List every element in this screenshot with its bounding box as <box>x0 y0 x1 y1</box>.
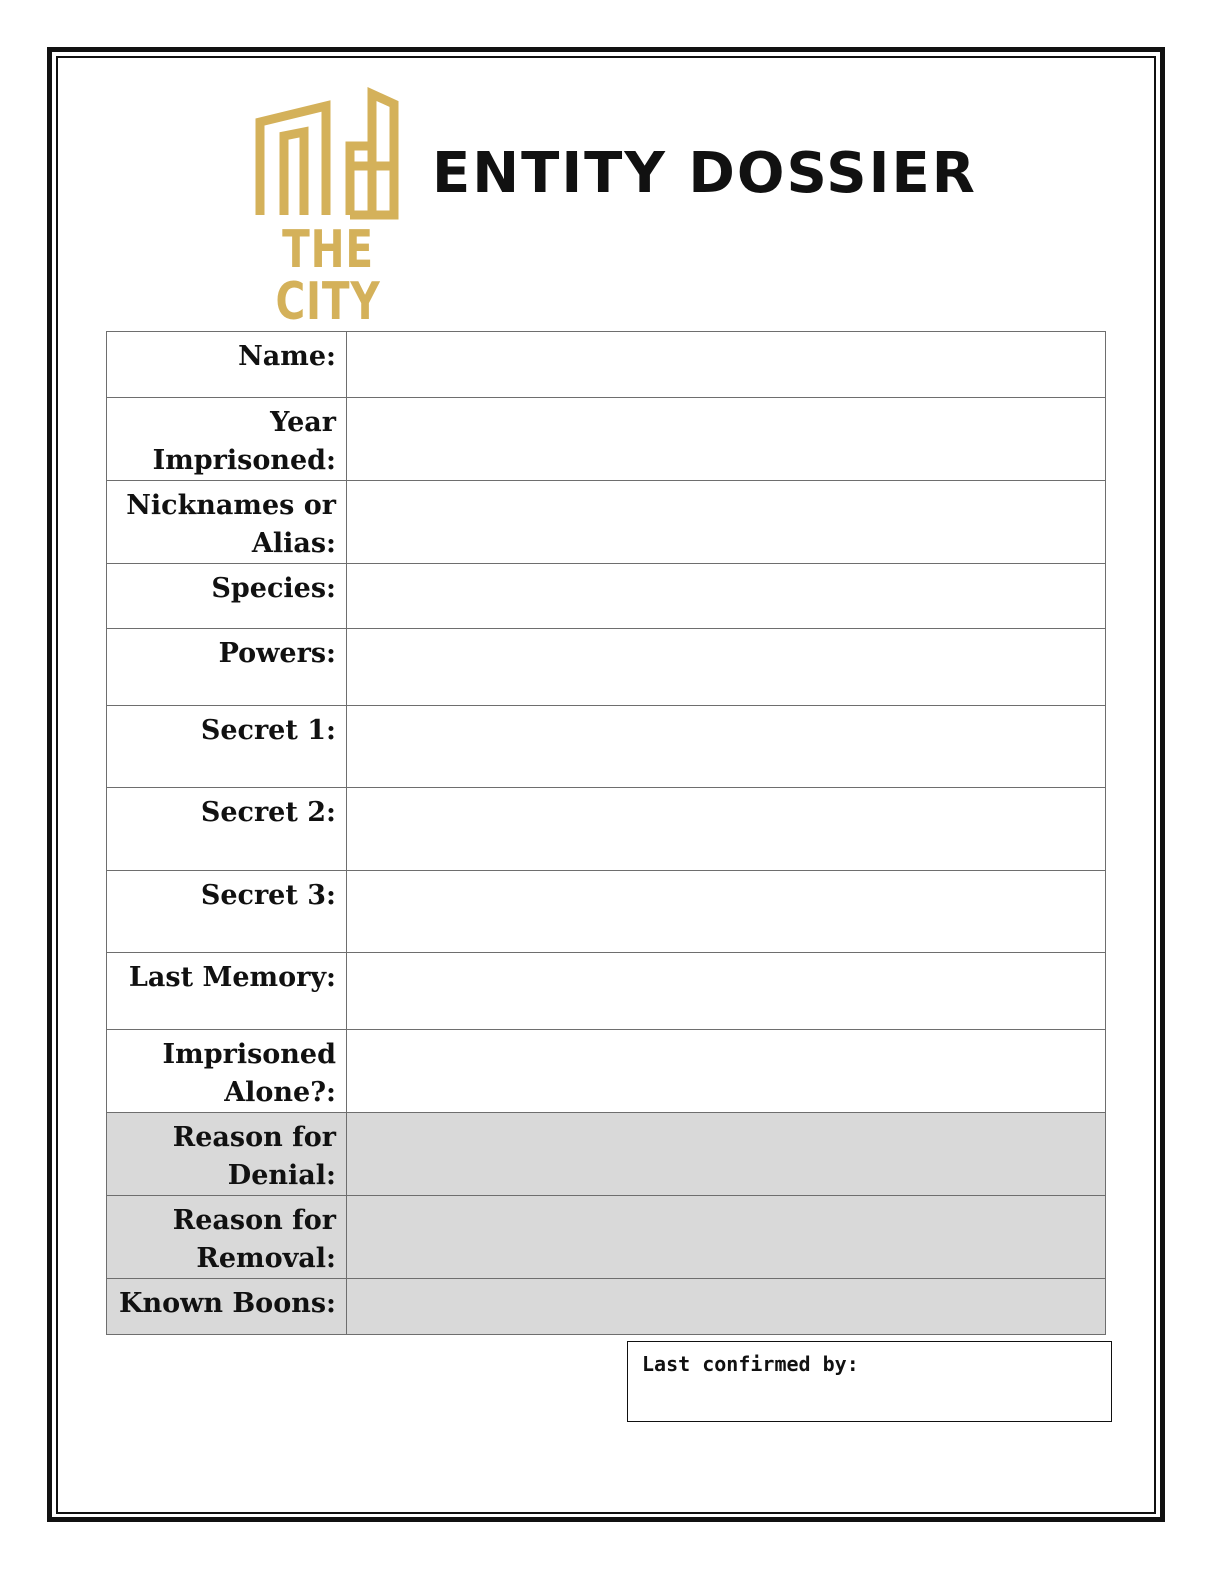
form-row-imprisoned-alone <box>107 1030 1106 1113</box>
imprisoned-alone-field[interactable] <box>347 1030 1106 1113</box>
nicknames-field[interactable] <box>347 481 1106 564</box>
last-memory-field[interactable] <box>347 953 1106 1030</box>
form-row-species <box>107 564 1106 629</box>
row-label: Nicknames or Alias: <box>107 481 347 564</box>
logo-wordmark: THE CITY <box>275 220 381 332</box>
secret-1-field[interactable] <box>347 706 1106 788</box>
row-label: Last Memory: <box>107 953 347 1030</box>
form-row-secret-2 <box>107 788 1106 871</box>
row-label: Imprisoned Alone?: <box>107 1030 347 1113</box>
reason-for-denial-field[interactable] <box>347 1113 1106 1196</box>
city-buildings-icon <box>238 86 418 226</box>
page-title: ENTITY DOSSIER <box>432 141 977 206</box>
row-label: Secret 1: <box>107 706 347 788</box>
form-row-nicknames <box>107 481 1106 564</box>
form-row-secret-1 <box>107 706 1106 788</box>
row-label: Name: <box>107 332 347 398</box>
name-field[interactable] <box>347 332 1106 398</box>
secret-2-field[interactable] <box>347 788 1106 871</box>
form-row-last-memory <box>107 953 1106 1030</box>
known-boons-field[interactable] <box>347 1279 1106 1335</box>
row-label: Reason for Denial: <box>107 1113 347 1196</box>
form-row-powers <box>107 629 1106 706</box>
row-label: Year Imprisoned: <box>107 398 347 481</box>
last-confirmed-label: Last confirmed by: <box>642 1352 859 1376</box>
secret-3-field[interactable] <box>347 871 1106 953</box>
reason-for-removal-field[interactable] <box>347 1196 1106 1279</box>
row-label: Reason for Removal: <box>107 1196 347 1279</box>
form-row-reason-for-denial <box>107 1113 1106 1196</box>
form-row-year-imprisoned <box>107 398 1106 481</box>
form-row-known-boons <box>107 1279 1106 1335</box>
year-imprisoned-field[interactable] <box>347 398 1106 481</box>
the-city-logo <box>238 86 418 332</box>
form-row-name <box>107 332 1106 398</box>
row-label: Powers: <box>107 629 347 706</box>
form-row-secret-3 <box>107 871 1106 953</box>
powers-field[interactable] <box>347 629 1106 706</box>
species-field[interactable] <box>347 564 1106 629</box>
row-label: Secret 2: <box>107 788 347 871</box>
form-row-reason-for-removal <box>107 1196 1106 1279</box>
last-confirmed-box[interactable] <box>627 1341 1112 1422</box>
dossier-form-table <box>106 331 1106 1335</box>
row-label: Known Boons: <box>107 1279 347 1335</box>
row-label: Secret 3: <box>107 871 347 953</box>
row-label: Species: <box>107 564 347 629</box>
